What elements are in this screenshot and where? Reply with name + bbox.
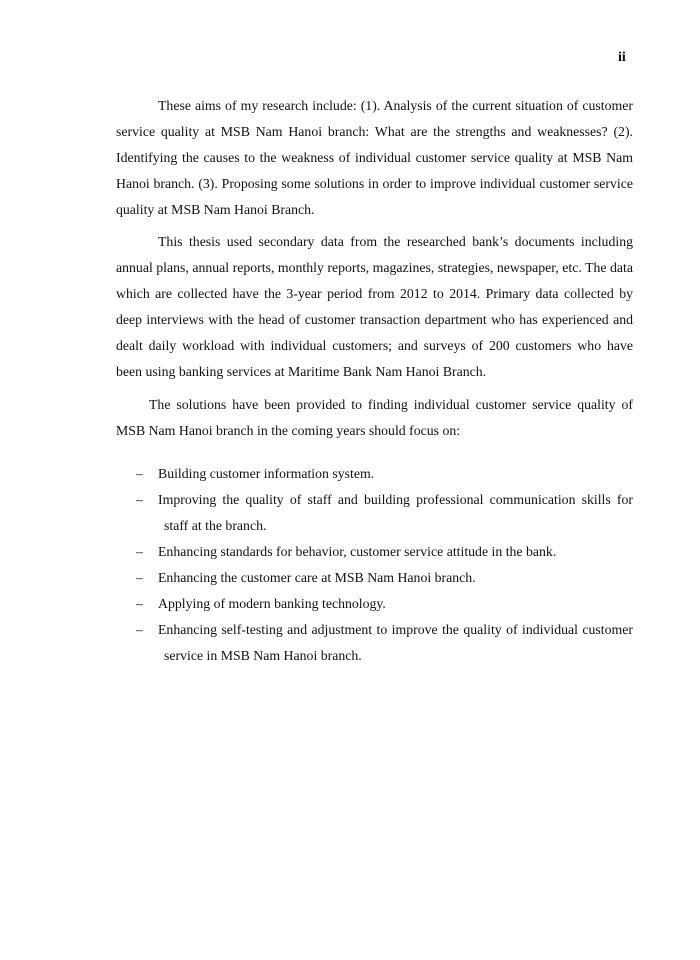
bullet-dash: – — [136, 596, 143, 611]
list-item-text: Enhancing standards for behavior, customer service attitude in the bank. — [158, 544, 557, 559]
bullet-dash: – — [136, 544, 143, 559]
bullet-dash: – — [136, 570, 143, 585]
list-item — [116, 565, 633, 591]
list-item-text: Applying of modern banking technology. — [158, 596, 386, 611]
page-number: ii — [618, 50, 626, 65]
list-item — [116, 487, 633, 539]
bullet-dash: – — [136, 622, 143, 637]
list-item-text: Improving the quality of staff and building professional communication skills for staff at the branch. — [158, 492, 633, 533]
list-item-text: Enhancing self-testing and adjustment to improve the quality of individual customer service in MSB Nam Hanoi branch. — [158, 622, 633, 663]
list-item-text: Enhancing the customer care at MSB Nam Hanoi branch. — [158, 570, 476, 585]
page-body — [116, 93, 633, 669]
list-item — [116, 591, 633, 617]
bullet-dash: – — [136, 466, 143, 481]
bullet-dash: – — [136, 492, 143, 507]
solutions-list — [116, 461, 633, 669]
list-item-text: Building customer information system. — [158, 466, 375, 481]
data-sources-paragraph: This thesis used secondary data from the researched bank’s documents including annual plans, annual reports, monthly reports, magazines, strategies, newspaper, etc. The data which are collected have the 3-year period from 2012 to 2014. Primary data collected by deep interviews with the head of customer transaction department who has experienced and dealt daily workload with individual customers; and surveys of 200 customers who have been using banking services at Maritime Bank Nam Hanoi Branch. — [116, 234, 633, 379]
solutions-intro-paragraph: The solutions have been provided to finding individual customer service quality of MSB Nam Hanoi branch in the coming years should focus on: — [116, 397, 633, 438]
list-item — [116, 617, 633, 669]
list-item — [116, 461, 633, 487]
research-aims-paragraph: These aims of my research include: (1). Analysis of the current situation of customer service quality at MSB Nam Hanoi branch: What are the strengths and weaknesses? (2). Identifying the causes to the weakness of individual customer service quality at MSB Nam Hanoi branch. (3). Proposing some solutions in order to improve individual customer service quality at MSB Nam Hanoi Branch. — [116, 98, 633, 217]
list-item — [116, 539, 633, 565]
